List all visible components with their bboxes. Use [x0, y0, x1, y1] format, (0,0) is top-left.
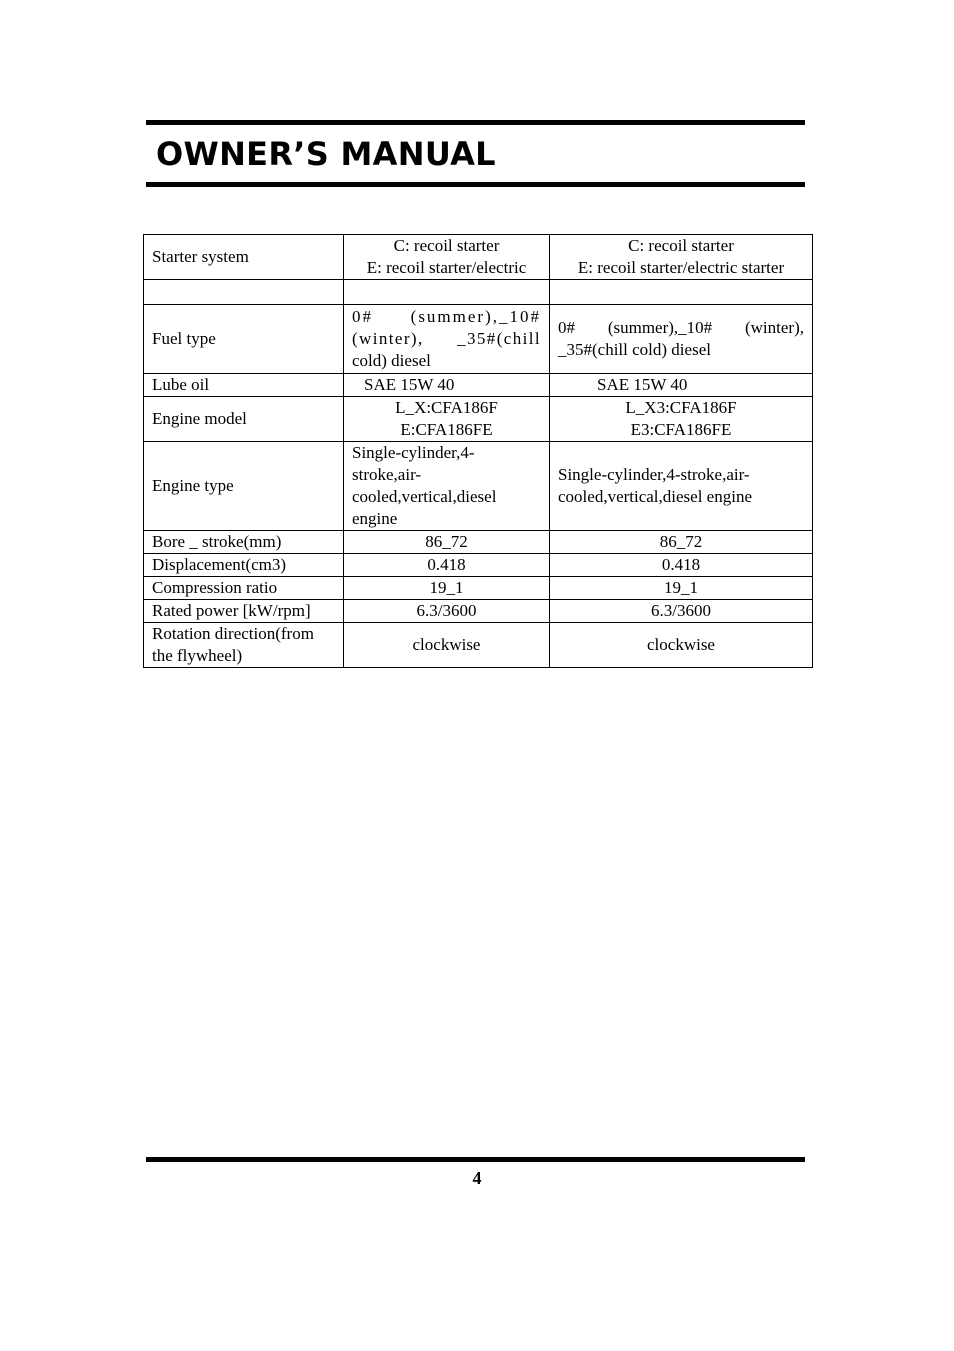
- page-number: 4: [472, 1168, 482, 1188]
- row-value-col3: 6.3/3600: [550, 600, 813, 623]
- table-row: [144, 577, 813, 600]
- row-value-col3: 0.418: [550, 554, 813, 577]
- table-row: [144, 305, 813, 374]
- row-value-col3: L_X3:CFA186F E3:CFA186FE: [550, 397, 813, 442]
- row-label: Rated power [kW/rpm]: [144, 600, 344, 623]
- header-rule-top: [146, 120, 805, 125]
- row-label: Lube oil: [144, 374, 344, 397]
- row-value-col3: C: recoil starter E: recoil starter/electric starter: [550, 235, 813, 280]
- row-value-col3: SAE 15W 40: [550, 374, 813, 397]
- row-value-col2: 0.418: [344, 554, 550, 577]
- row-value-col3: [550, 280, 813, 305]
- row-label: Starter system: [144, 235, 344, 280]
- row-value-col2: SAE 15W 40: [344, 374, 550, 397]
- table-row: [144, 623, 813, 668]
- table-row: [144, 531, 813, 554]
- row-value-col2: C: recoil starter E: recoil starter/electric: [344, 235, 550, 280]
- row-value-col3: clockwise: [550, 623, 813, 668]
- page-title: OWNER’S MANUAL: [156, 135, 496, 173]
- table-row-empty: [144, 280, 813, 305]
- table-row: [144, 235, 813, 280]
- row-label: Engine model: [144, 397, 344, 442]
- table-row: [144, 554, 813, 577]
- table-row: [144, 397, 813, 442]
- row-label: Compression ratio: [144, 577, 344, 600]
- row-value-col2: 6.3/3600: [344, 600, 550, 623]
- row-value-col2: 86_72: [344, 531, 550, 554]
- row-value-col2: L_X:CFA186F E:CFA186FE: [344, 397, 550, 442]
- header-rule-bottom: [146, 182, 805, 187]
- row-label: Rotation direction(from the flywheel): [144, 623, 344, 668]
- row-value-col3: 19_1: [550, 577, 813, 600]
- row-label: Fuel type: [144, 305, 344, 374]
- specifications-table: [143, 234, 813, 668]
- table-row: [144, 374, 813, 397]
- row-value-col2: Single-cylinder,4- stroke,air- cooled,vertical,diesel engine: [344, 442, 550, 531]
- footer-rule: [146, 1157, 805, 1162]
- row-value-col2: 19_1: [344, 577, 550, 600]
- row-label: [144, 280, 344, 305]
- row-value-col3: 0# (summer),_10# (winter), _35#(chill cold) diesel: [550, 305, 813, 374]
- row-value-col2: [344, 280, 550, 305]
- row-value-col2: 0# (summer),_10# (winter), _35#(chill cold) diesel: [344, 305, 550, 374]
- row-value-col3: Single-cylinder,4-stroke,air- cooled,vertical,diesel engine: [550, 442, 813, 531]
- row-label: Displacement(cm3): [144, 554, 344, 577]
- table-row: [144, 442, 813, 531]
- row-label: Bore _ stroke(mm): [144, 531, 344, 554]
- table-row: [144, 600, 813, 623]
- row-label: Engine type: [144, 442, 344, 531]
- row-value-col2: clockwise: [344, 623, 550, 668]
- row-value-col3: 86_72: [550, 531, 813, 554]
